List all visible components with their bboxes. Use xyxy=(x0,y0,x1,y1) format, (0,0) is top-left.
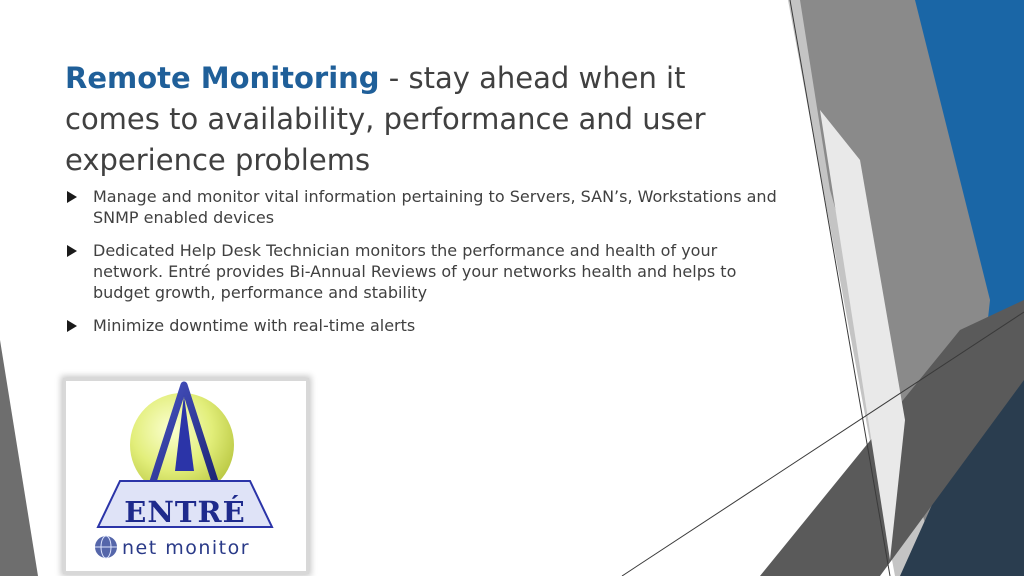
slide-title xyxy=(65,58,775,181)
logo-product-text: net monitor xyxy=(122,537,251,559)
slide-title-rest: - stay ahead when it comes to availability, performance and user experience problems xyxy=(65,61,706,177)
decor-left-wedge xyxy=(0,340,38,576)
slide-title-accent: Remote Monitoring xyxy=(65,61,380,95)
entre-logo xyxy=(63,378,309,574)
bullet-list xyxy=(65,186,780,348)
bullet-text: Minimize downtime with real-time alerts xyxy=(93,316,416,335)
bullet-item xyxy=(65,315,780,336)
bullet-item xyxy=(65,240,780,303)
bullet-arrow-icon xyxy=(67,191,77,203)
logo-brand-text: ENTRÉ xyxy=(124,495,246,529)
bullet-arrow-icon xyxy=(67,245,77,257)
bullet-text: Dedicated Help Desk Technician monitors the performance and health of your network. Entré provides Bi-Annual Reviews of your networks health and helps to budget growth, performance and stability xyxy=(93,241,737,302)
entre-logo-graphic xyxy=(66,381,306,571)
bullet-item xyxy=(65,186,780,228)
bullet-arrow-icon xyxy=(67,320,77,332)
bullet-text: Manage and monitor vital information pertaining to Servers, SAN’s, Workstations and SNMP enabled devices xyxy=(93,187,777,227)
